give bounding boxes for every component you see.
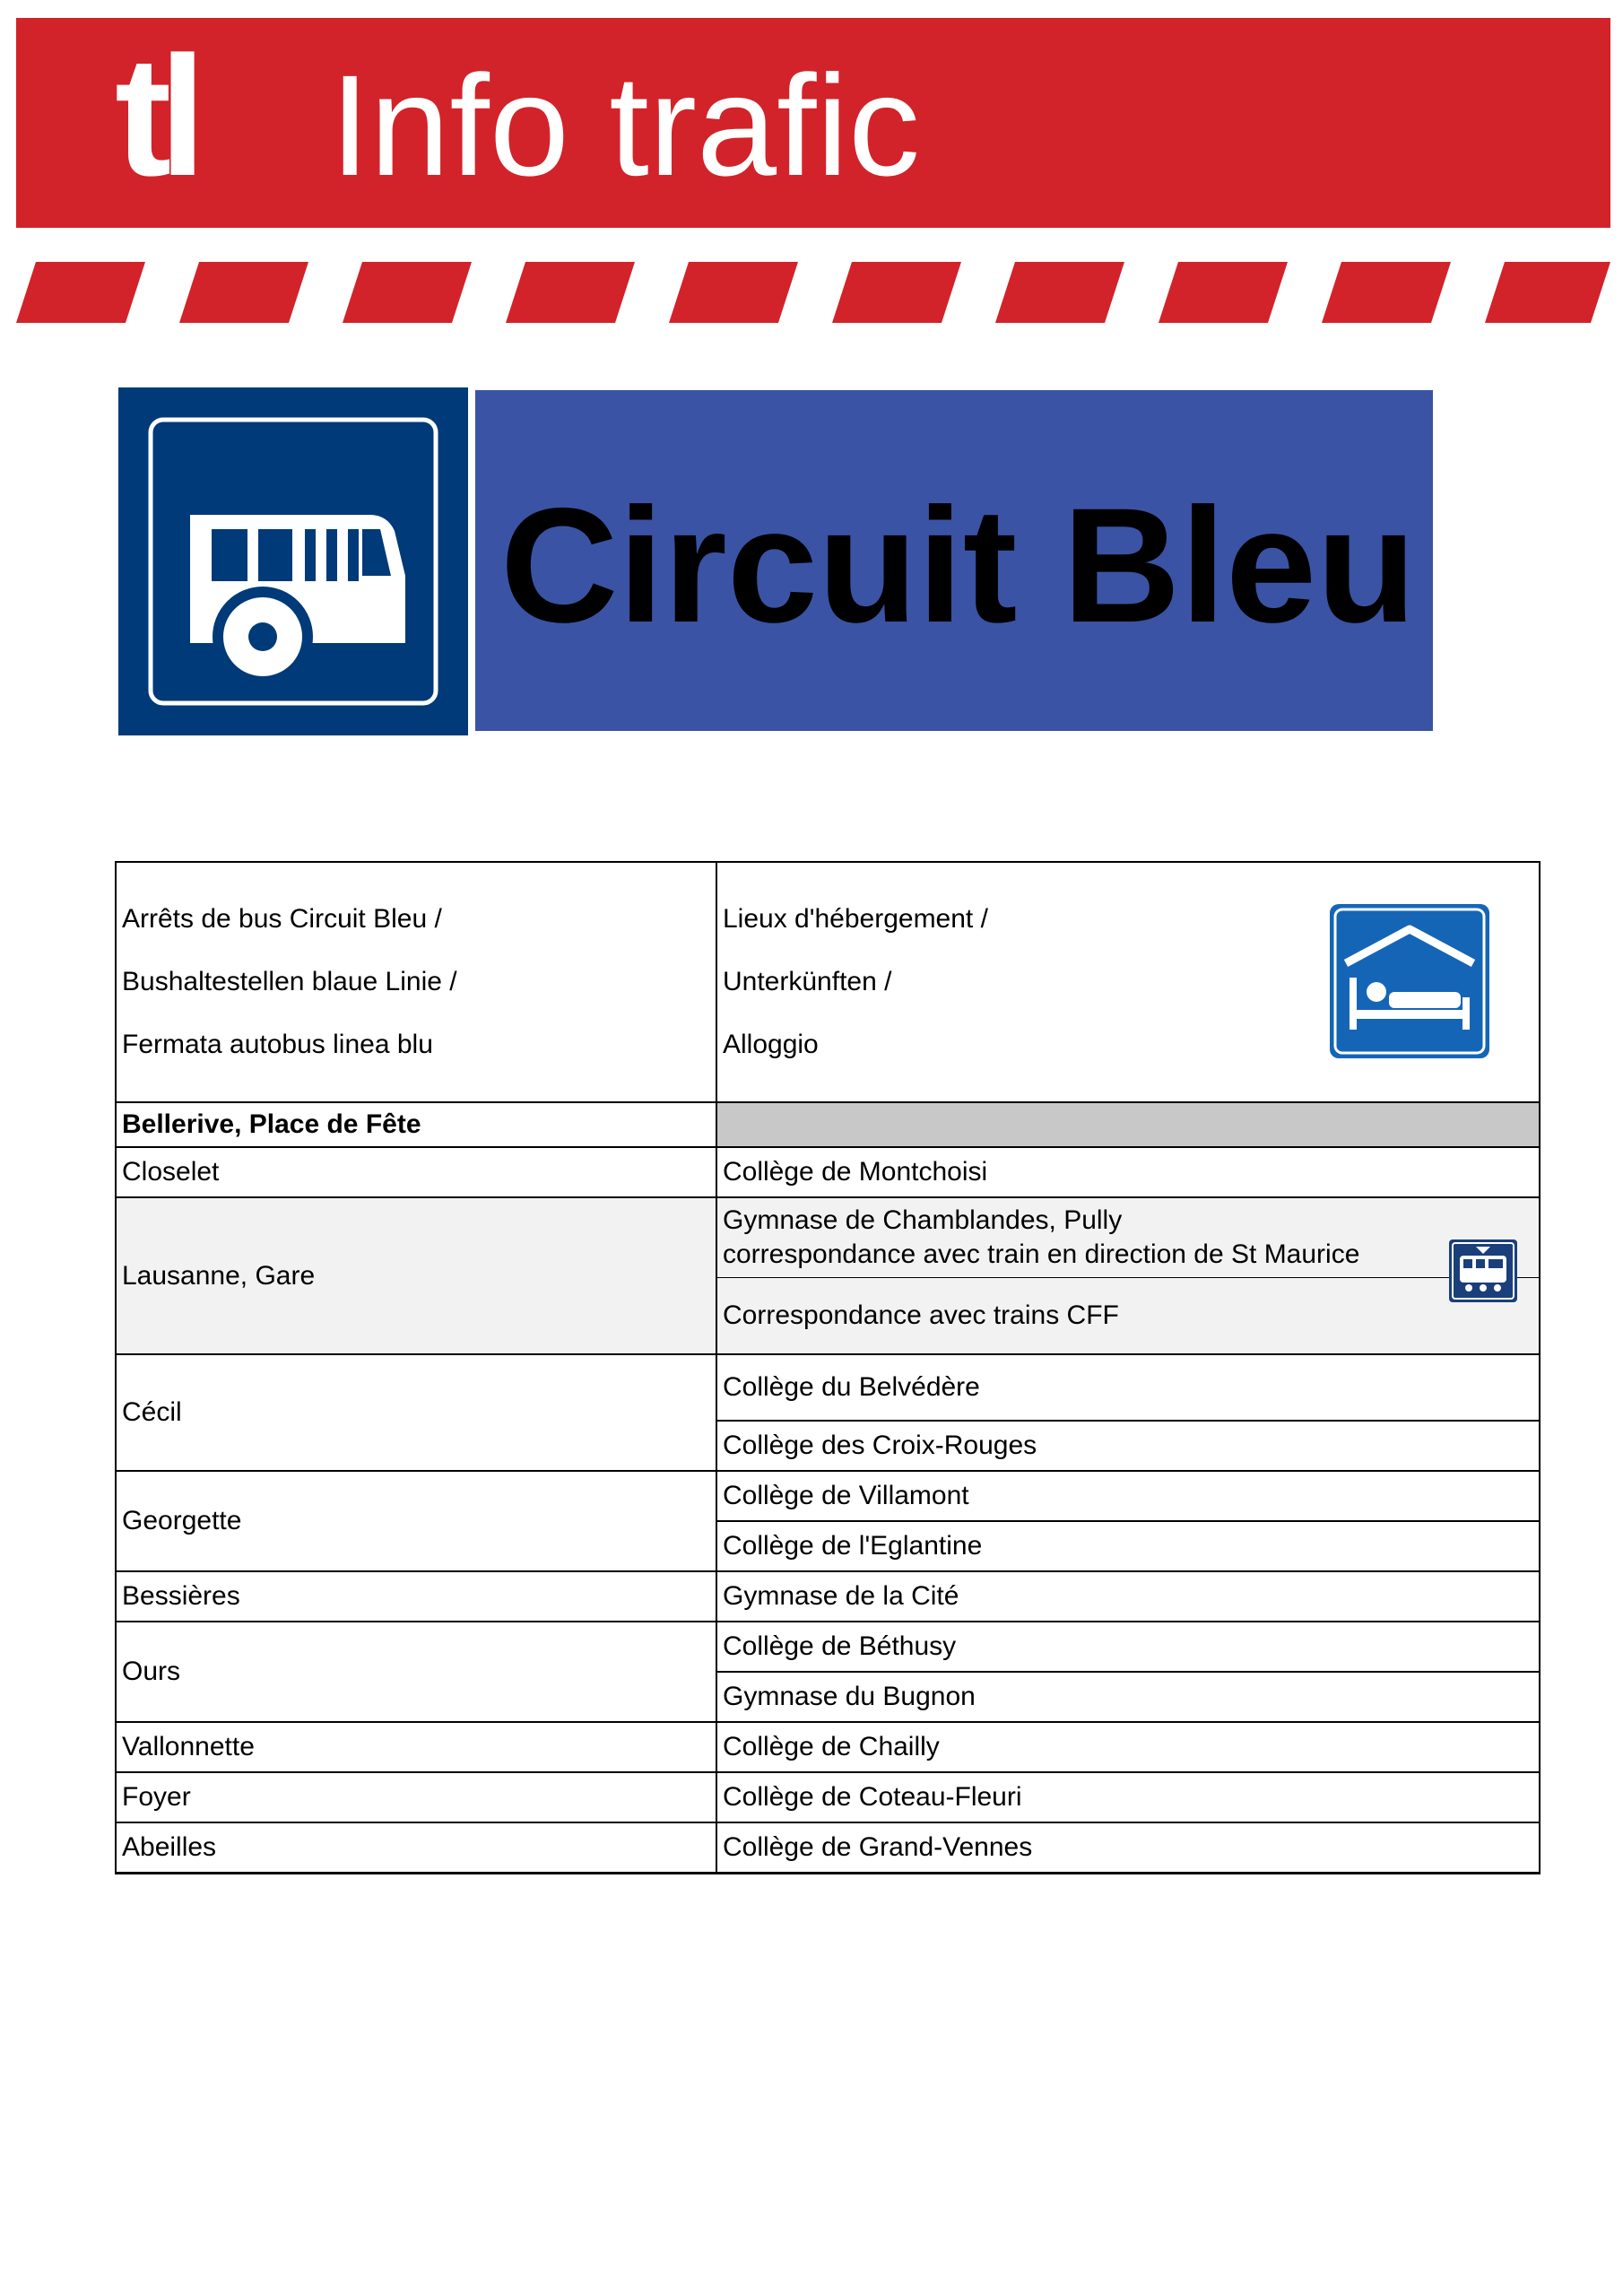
- place-villamont: Collège de Villamont: [716, 1471, 1540, 1521]
- stop-abeilles: Abeilles: [116, 1822, 716, 1874]
- header-accommodation-line-3: Alloggio: [723, 1030, 819, 1059]
- place-coteau-fleuri: Collège de Coteau-Fleuri: [716, 1772, 1540, 1822]
- stop-georgette: Georgette: [116, 1471, 716, 1571]
- bus-icon-box: [118, 387, 468, 735]
- header-stops-line-2: Bushaltestellen blaue Linie /: [122, 967, 457, 996]
- bus-icon: [118, 387, 468, 735]
- header-stops: [116, 862, 716, 1102]
- place-grand-vennes: Collège de Grand-Vennes: [716, 1822, 1540, 1874]
- place-montchoisi: Collège de Montchoisi: [716, 1147, 1540, 1197]
- stop-lausanne-gare: Lausanne, Gare: [116, 1197, 716, 1354]
- header-accommodation-line-2: Unterkünften /: [723, 967, 892, 996]
- stop-bellerive: Bellerive, Place de Fête: [116, 1102, 716, 1147]
- stop-vallonnette: Vallonnette: [116, 1722, 716, 1772]
- stop-bessieres: Bessières: [116, 1571, 716, 1622]
- place-belvedere: Collège du Belvédère: [716, 1354, 1540, 1421]
- place-croix-rouges: Collège des Croix-Rouges: [716, 1421, 1540, 1471]
- hotel-bed-icon: [1330, 904, 1489, 1058]
- place-cff: Correspondance avec trains CFF: [716, 1278, 1540, 1355]
- stop-foyer: Foyer: [116, 1772, 716, 1822]
- place-cite: Gymnase de la Cité: [716, 1571, 1540, 1622]
- stop-ours: Ours: [116, 1622, 716, 1722]
- stops-table: [115, 861, 1541, 1874]
- place-chamblandes-line-1: Gymnase de Chamblandes, Pully: [723, 1205, 1123, 1235]
- header-stops-line-1: Arrêts de bus Circuit Bleu /: [122, 904, 442, 934]
- place-chailly: Collège de Chailly: [716, 1722, 1540, 1772]
- circuit-title: Circuit Bleu: [500, 474, 1417, 657]
- place-bethusy: Collège de Béthusy: [716, 1622, 1540, 1672]
- header-stops-line-3: Fermata autobus linea blu: [122, 1030, 433, 1059]
- train-icon: [1449, 1239, 1517, 1302]
- place-bugnon: Gymnase du Bugnon: [716, 1672, 1540, 1722]
- stop-closelet: Closelet: [116, 1147, 716, 1197]
- empty-cell: [716, 1102, 1540, 1147]
- place-chamblandes: [716, 1197, 1540, 1278]
- place-eglantine: Collège de l'Eglantine: [716, 1521, 1540, 1571]
- header-accommodation-line-1: Lieux d'hébergement /: [723, 904, 988, 934]
- place-chamblandes-line-2: correspondance avec train en direction de St Maurice: [723, 1239, 1360, 1269]
- stop-cecil: Cécil: [116, 1354, 716, 1471]
- header-accommodation: [716, 862, 1540, 1102]
- circuit-title-box: [475, 390, 1433, 731]
- header-title: Info trafic: [330, 45, 921, 205]
- info-trafic-header: [16, 18, 1610, 228]
- warning-stripes: [0, 262, 1623, 323]
- tl-logo: tl: [115, 22, 195, 212]
